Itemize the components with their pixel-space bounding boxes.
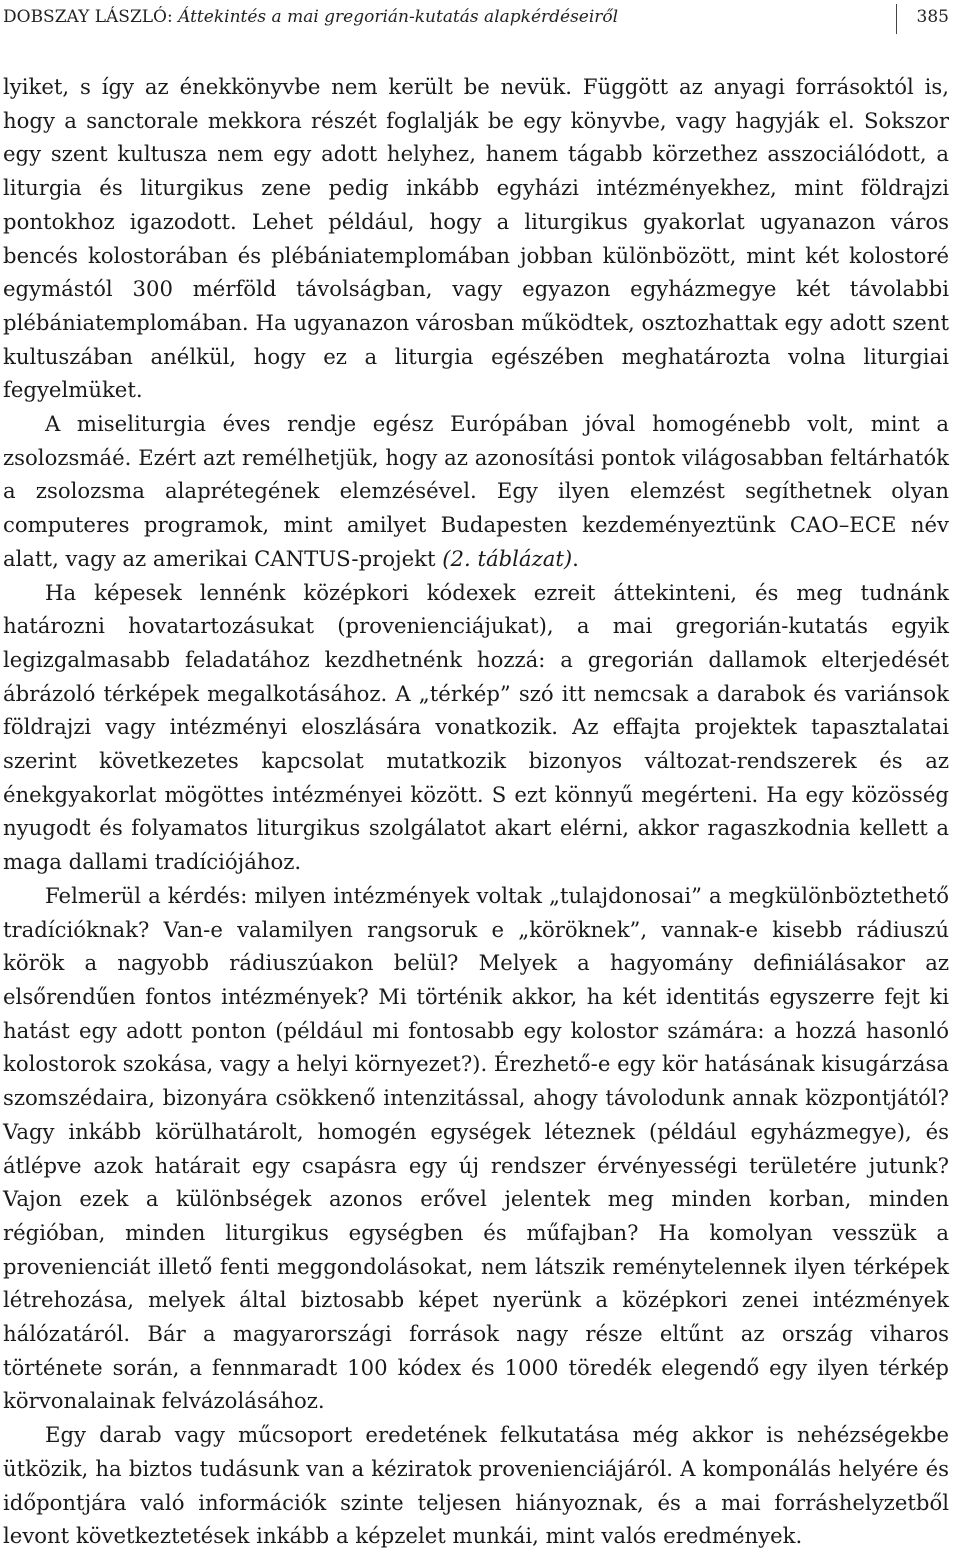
paragraph-2 xyxy=(3,407,949,576)
running-header xyxy=(3,6,953,30)
header-title: Áttekintés a mai gregorián-kutatás alapkérdéseiről xyxy=(178,7,619,27)
page-number: 385 xyxy=(916,7,949,27)
paragraph-3: Ha képesek lennénk középkori kódexek ezreit áttekinteni, és meg tudnánk határozni hovatartozásukat (provenienciájukat), a mai gregorián-kutatás egyik legizgalmasabb feladatához kezdhetnénk hozzá: a gregorián dallamok elterjedését ábrázoló térképek megalkotásához. A „térkép” szó itt nemcsak a darabok és variánsok földrajzi vagy intézményi eloszlására vonatkozik. Az effajta projektek tapasztalatai szerint következetes kapcsolat mutatkozik bizonyos változat-rendszerek és az énekgyakorlat mögöttes intézményei között. S ezt könnyű megérteni. Ha egy közösség nyugodt és folyamatos liturgikus szolgálatot akart elérni, akkor ragaszkodnia kellett a maga dallami tradíciójához. xyxy=(3,579,949,875)
paragraph-2-end: . xyxy=(572,545,579,571)
header-text xyxy=(3,6,618,28)
header-author: DOBSZAY LÁSZLÓ: xyxy=(3,7,173,27)
paragraph-5: Egy darab vagy műcsoport eredetének felkutatása még akkor is nehézségekbe ütközik, ha biztos tudásunk van a kéziratok provenienciájáról. A komponálás helyére és időpontjára való információk szinte teljesen hiányoznak, és a mai forráshelyzetből levont következtetések inkább a képzelet munkái, mint valós eredmények. xyxy=(3,1422,949,1549)
paragraph-4: Felmerül a kérdés: milyen intézmények voltak „tulajdonosai” a megkülönböztethető tradícióknak? Van-e valamilyen rangsoruk e „köröknek”, vannak-e kisebb rádiuszú körök a nagyobb rádiuszúakon belül? Melyek a hagyomány definiálásakor az elsőrendűen fontos intézmények? Mi történik akkor, ha két identitás egyszerre fejt ki hatást egy adott ponton (például mi fontosabb egy kolostor számára: a hozzá hasonló kolostorok szokása, vagy a helyi környezet?). Érezhető-e egy kör hatásának kisugárzása szomszédaira, bizonyára csökkenő intenzitással, ahogy távolodunk annak központjától? Vagy inkább körülhatárolt, homogén egységek léteznek (például egyházmegye), és átlépve azok határait egy csapásra egy új rendszer érvényességi területére jutunk? Vajon ezek a különbségek azonos erővel jelentek meg minden korban, minden régióban, minden liturgikus egységben és műfajban? Ha komolyan vesszük a provenienciát illető fenti meggondolásokat, nem látszik reménytelennek ilyen térképek létrehozása, melyek által biztosabb képet nyerünk a középkori zenei intézmények hálózatáról. Bár a magyarországi források nagy része eltűnt az ország viharos története során, a fennmaradt 100 kódex és 1000 töredék elegendő egy ilyen térkép körvonalainak felvázolásához. xyxy=(3,882,949,1414)
body-text xyxy=(3,70,949,1553)
header-divider xyxy=(896,4,897,34)
paragraph-2-text: A miseliturgia éves rendje egész Európában jóval homogénebb volt, mint a zsolozsmáé. Ezért azt remélhetjük, hogy az azonosítási pontok világosabban feltárhatók a zsolozsma alaprétegének elemzésével. Egy ilyen elemzést segíthetnek olyan computeres programok, mint amilyet Budapesten kezdeményeztünk CAO–ECE név alatt, vagy az amerikai CANTUS-projekt xyxy=(3,411,949,571)
table-reference: (2. táblázat) xyxy=(442,545,573,571)
paragraph-1: lyiket, s így az énekkönyvbe nem került be nevük. Függött az anyagi forrásoktól is, hogy a sanctorale mekkora részét foglalják be egy könyvbe, vagy hagyják el. Sokszor egy szent kultusza nem egy adott helyhez, hanem tágabb körzethez asszociálódott, a liturgia és liturgikus zene pedig inkább egyházi intézményekhez, mint földrajzi pontokhoz igazodott. Lehet például, hogy a liturgikus gyakorlat ugyanazon város bencés kolostorában és plébániatemplomában jobban különbözött, mint két kolostoré egymástól 300 mérföld távolságban, vagy egyazon egyházmegye két távolabbi plébániatemplomában. Ha ugyanazon városban működtek, osztozhattak egy adott szent kultuszában anélkül, hogy ez a liturgia egészében meghatározta volna liturgiai fegyelmüket. xyxy=(3,74,949,403)
